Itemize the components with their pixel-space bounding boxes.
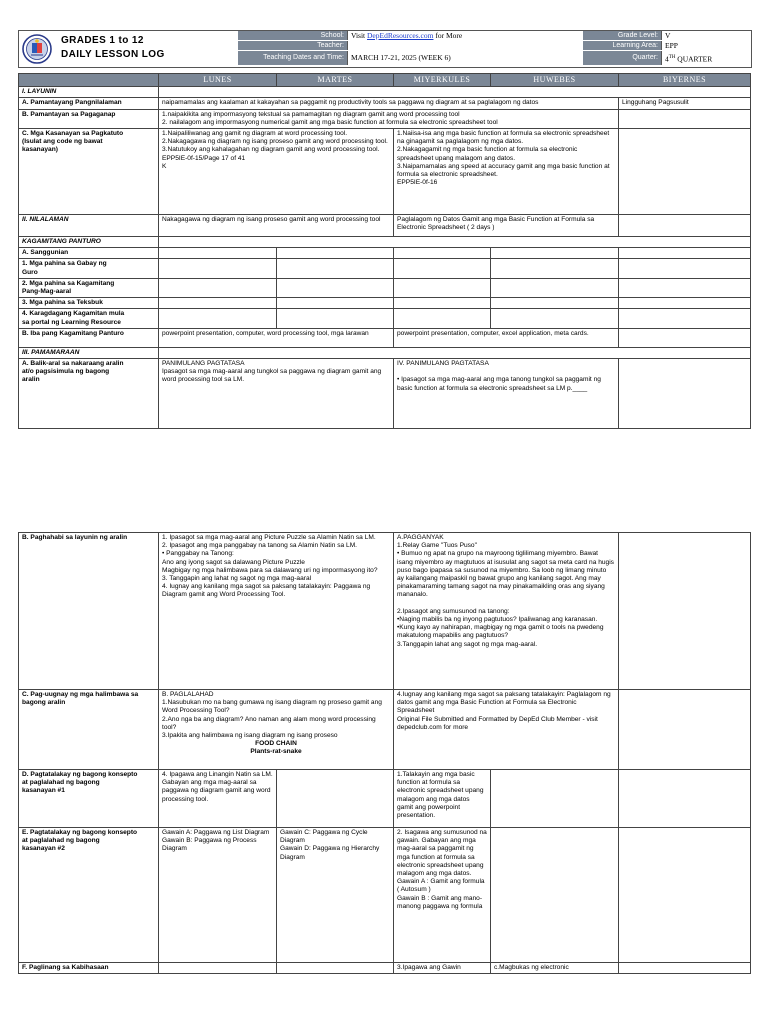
deped-seal [19, 31, 55, 67]
teacher-row [238, 41, 583, 51]
label-kagamitang-mag-aaral: 2. Mga pahina sa Kagamitang Pang-Mag-aaral [19, 278, 159, 297]
dates-row [238, 51, 583, 66]
day-header-blank [19, 74, 159, 87]
school-post: for More [433, 31, 463, 40]
row-gabay-guro [19, 259, 751, 278]
label-paghahabi: B. Paghahabi sa layunin ng aralin [19, 533, 159, 690]
title-grades: GRADES 1 to 12 [61, 35, 144, 46]
row-pamantayang-pangnilalaman [19, 98, 751, 109]
label-pagtatalakay-2: E. Pagtatalakay ng bagong konsepto at paglalahad ng bagong kasanayan #2 [19, 828, 159, 963]
row-nilalaman [19, 215, 751, 237]
row-sanggunian [19, 248, 751, 259]
row-paghahabi [19, 533, 751, 690]
school-row [238, 31, 583, 41]
day-monday: LUNES [159, 74, 277, 87]
row-kagamitang-mag-aaral [19, 278, 751, 297]
quarter-word: QUARTER [675, 54, 713, 64]
label-kasanayan: C. Mga Kasanayan sa Pagkatuto (Isulat ang code ng bawat kasanayan) [19, 129, 159, 215]
text-pagtatalakay-1-wed: 1.Talakayin ang mga basic function at formula sa electronic spreadsheet upang malagom ang mga datos gamit ang powerpoint presentation. [394, 770, 491, 828]
grade-label: Grade Level: [583, 31, 661, 40]
text-balik-aral-wed: IV. PANIMULANG PAGTATASA • Ipasagot sa mga mag-aaral ang mga tanong tungkol sa paggamit ng basic function at formula sa electronic spreadsheet sa LM p.____ [394, 359, 619, 429]
row-iba-pang-kagamitan [19, 328, 751, 347]
text-pag-uugnay-mon: B. PAGLALAHAD 1.Nasubukan mo na bang gumawa ng isang diagram ng proseso gamit ang Word Processing Tool? 2.Ano nga ba ang diagram? Ano naman ang alam mong word processing tool? 3.Ipakita ang halimbawa ng isang diagram ng isang proseso [162, 691, 382, 740]
text-lingguhan: Lingguhang Pagsusulit [619, 98, 751, 109]
label-gabay-guro: 1. Mga pahina sa Gabay ng Guro [19, 259, 159, 278]
label-balik-aral: A. Balik-aral sa nakaraang aralin at/o pagsisimula ng bagong aralin [19, 359, 159, 429]
title-dll: DAILY LESSON LOG [61, 49, 165, 60]
text-pagtatalakay-1-mon: 4. Ipagawa ang Linangin Natin sa LM. Gabayan ang mga mag-aaral sa paggawa ng diagram gamit ang word processing tool. [159, 770, 277, 828]
label-kagamitan: KAGAMITANG PANTURO [19, 237, 159, 248]
school-pre: Visit [351, 31, 368, 40]
day-header-row [19, 74, 751, 87]
day-thursday: HUWEBES [491, 74, 619, 87]
text-pangnilalaman: naipamamalas ang kaalaman at kakayahan sa paggamit ng productivity tools sa paggawa ng diagram at sa paglalagom ng datos [159, 98, 619, 109]
label-nilalaman: II. NILALAMAN [19, 215, 159, 237]
text-nilalaman-wed: Paglalagom ng Datos Gamit ang mga Basic Function at Formula sa Electronic Spreadsheet ( 2 days ) [394, 215, 619, 237]
row-pagtatalakay-2 [19, 828, 751, 963]
quarter-sup: TH [668, 55, 676, 60]
area-row [583, 41, 751, 51]
meta-right [583, 31, 751, 67]
lesson-table-2 [18, 532, 751, 974]
text-paghahabi-mon: 1. Ipasagot sa mga mag-aaral ang Picture Puzzle sa Alamin Natin sa LM. 2. Ipasagot ang mga panggabay na tanong sa Alamin Natin sa LM. • Panggabay na Tanong: Ano ang iyong sagot sa dalawang Picture Puzzle Magbigay ng mga halimbawa para sa dalawang uri ng impormasyong ito? 3. Tanggapin ang lahat ng sagot ng mga mag-aaral 4. Iugnay ang kanilang mga sagot sa paksang tatalakayin: Paggawa ng Diagram gamit ang Word Processing Tool. [159, 533, 394, 690]
text-pagtatalakay-2-mon: Gawain A: Paggawa ng List Diagram Gawain B: Paggawa ng Process Diagram [159, 828, 277, 963]
area-value: EPP [661, 41, 751, 50]
quarter-num: 4 [665, 54, 669, 64]
day-tuesday: MARTES [277, 74, 394, 87]
text-paglinang-wed: 3.Ipagawa ang Gawin [394, 963, 491, 974]
text-pagaganap: 1.naipakikita ang impormasyong tekstual sa pamamagitan ng diagram gamit ang word processing tool 2. nailalagom ang impormasyong numerical gamit ang mga basic function at formula sa electronic spreadsheet tool [159, 109, 619, 128]
quarter-value [661, 51, 751, 65]
school-value [347, 31, 583, 40]
text-pagtatalakay-2-tue: Gawain C: Paggawa ng Cycle Diagram Gawain D: Paggawa ng Hierarchy Diagram [277, 828, 394, 963]
row-karagdagang-kagamitan [19, 309, 751, 328]
row-pag-uugnay [19, 690, 751, 770]
grade-value: V [661, 31, 751, 40]
meta-left [238, 31, 583, 67]
text-pagtatalakay-2-wed: 2. Isagawa ang sumusunod na gawain. Gabayan ang mga mag-aaral sa paggamit ng mga function at formula sa electronic spreadsheet upang malagom ang mga datos. Gawain A : Gamit ang formula ( Autosum ) Gawain B : Gamit ang mano-manong paggawa ng formula [394, 828, 491, 963]
label-karagdagang-kagamitan: 4. Karagdagang Kagamitan mula sa portal ng Learning Resource [19, 309, 159, 328]
label-pagaganap: B. Pamantayan sa Pagaganap [19, 109, 159, 128]
dates-value: MARCH 17-21, 2025 (WEEK 6) [347, 51, 583, 65]
row-paglinang [19, 963, 751, 974]
label-layunin: I. LAYUNIN [19, 87, 159, 98]
row-kagamitan [19, 237, 751, 248]
row-teksbuk [19, 298, 751, 309]
area-label: Learning Area: [583, 41, 661, 50]
text-balik-aral-mon: PANIMULANG PAGTATASA Ipasagot sa mga mag-aaral ang tungkol sa paggawa ng diagram gamit ang word processing tool sa LM. [159, 359, 394, 429]
text-iba-wed: powerpoint presentation, computer, excel application, meta cards. [394, 328, 619, 347]
grade-row [583, 31, 751, 41]
label-sanggunian: A. Sanggunian [19, 248, 159, 259]
row-layunin [19, 87, 751, 98]
row-kasanayan [19, 129, 751, 215]
text-pag-uugnay-wed: 4.Iugnay ang kanilang mga sagot sa paksang tatalakayin: Paglalagom ng datos gamit ang mga Basic Function at Formula sa Electronic Spreadsheet Original File Submitted and Formatted by DepEd Club Member - visit depedclub.com for more [394, 690, 619, 770]
quarter-label: Quarter: [583, 51, 661, 65]
title-block [55, 31, 237, 67]
label-teksbuk: 3. Mga pahina sa Teksbuk [19, 298, 159, 309]
label-pamamaraan: III. PAMAMARAAN [19, 347, 159, 358]
text-paglinang-thu: c.Magbukas ng electronic [491, 963, 619, 974]
quarter-row [583, 51, 751, 66]
row-pagtatalakay-1 [19, 770, 751, 828]
text-iba-mon: powerpoint presentation, computer, word processing tool, mga larawan [159, 328, 394, 347]
text-food-chain: FOOD CHAIN [255, 740, 297, 748]
row-pamamaraan [19, 347, 751, 358]
text-nilalaman-mon: Nakagagawa ng diagram ng isang proseso gamit ang word processing tool [159, 215, 394, 237]
text-paghahabi-wed: A.PAGGANYAK 1.Relay Game "Tuos Puso" • Bumuo ng apat na grupo na mayroong tiglilimang miyembro. Bawat isang miyembro ay magtutuos at isusulat ang sagot sa meta card na hugis puso bago ipapasa sa susunod na miyembro. Sa loob ng limang minuto ay kailangang maipaskil ng bawat grupo ang kanilang sagot. Ang may pinakamaraming tamang sagot na may pinakamaikling oras ang siyang mananalo. 2.Ipasagot ang sumusunod na tanong: •Naging mabilis ba ng inyong pagtutuos? Ipaliwanag ang karanasan. •Kung kayo ay nahirapan, magbigay ng mga gamit o tools na pwedeng makatulong mapabilis ang pagtutuos? 3.Tanggapin lahat ang sagot ng mga mag-aaral. [394, 533, 619, 690]
school-link[interactable]: DepEdResources.com [367, 31, 434, 40]
teacher-value [347, 41, 583, 50]
teacher-label: Teacher: [238, 41, 347, 50]
day-friday: BIYERNES [619, 74, 751, 87]
cell-pag-uugnay-mon [159, 690, 394, 770]
label-paglinang: F. Paglinang sa Kabihasaan [19, 963, 159, 974]
header [18, 30, 752, 68]
text-kasanayan-wed: 1.Naiisa-isa ang mga basic function at formula sa electronic spreadsheet na ginagamit sa paglalagom ng mga datos. 2.Nakagagamit ng mga basic function at formula sa electronic spreadsheet upang malagom ang datos. 3.Naipamamalas ang speed at accuracy gamit ang mga basic function at formula sa electronic spreadsheet. EPP5IE-0f-16 [394, 129, 619, 215]
row-pamantayan-pagaganap [19, 109, 751, 128]
label-pangnilalaman: A. Pamantayang Pangnilalaman [19, 98, 159, 109]
day-wednesday: MIYERKULES [394, 74, 491, 87]
label-iba-pang-kagamitan: B. Iba pang Kagamitang Panturo [19, 328, 159, 347]
label-pagtatalakay-1: D. Pagtatalakay ng bagong konsepto at paglalahad ng bagong kasanayan #1 [19, 770, 159, 828]
lesson-table-1 [18, 73, 751, 429]
label-pag-uugnay: C. Pag-uugnay ng mga halimbawa sa bagong aralin [19, 690, 159, 770]
deped-seal-icon [19, 31, 55, 67]
school-label: School: [238, 31, 347, 40]
row-balik-aral [19, 359, 751, 429]
text-kasanayan-mon: 1.Naipaliliwanag ang gamit ng diagram at word processing tool. 2.Nakagagawa ng diagram ng isang proseso gamit ang word processing tool. 3.Natutukoy ang kahalagahan ng diagram gamit ang word processing tool. EPP5IE-0f-15/Page 17 of 41 K [159, 129, 394, 215]
text-plants-rat-snake: Plants-rat-snake [250, 748, 302, 756]
dates-label: Teaching Dates and Time: [238, 51, 347, 65]
